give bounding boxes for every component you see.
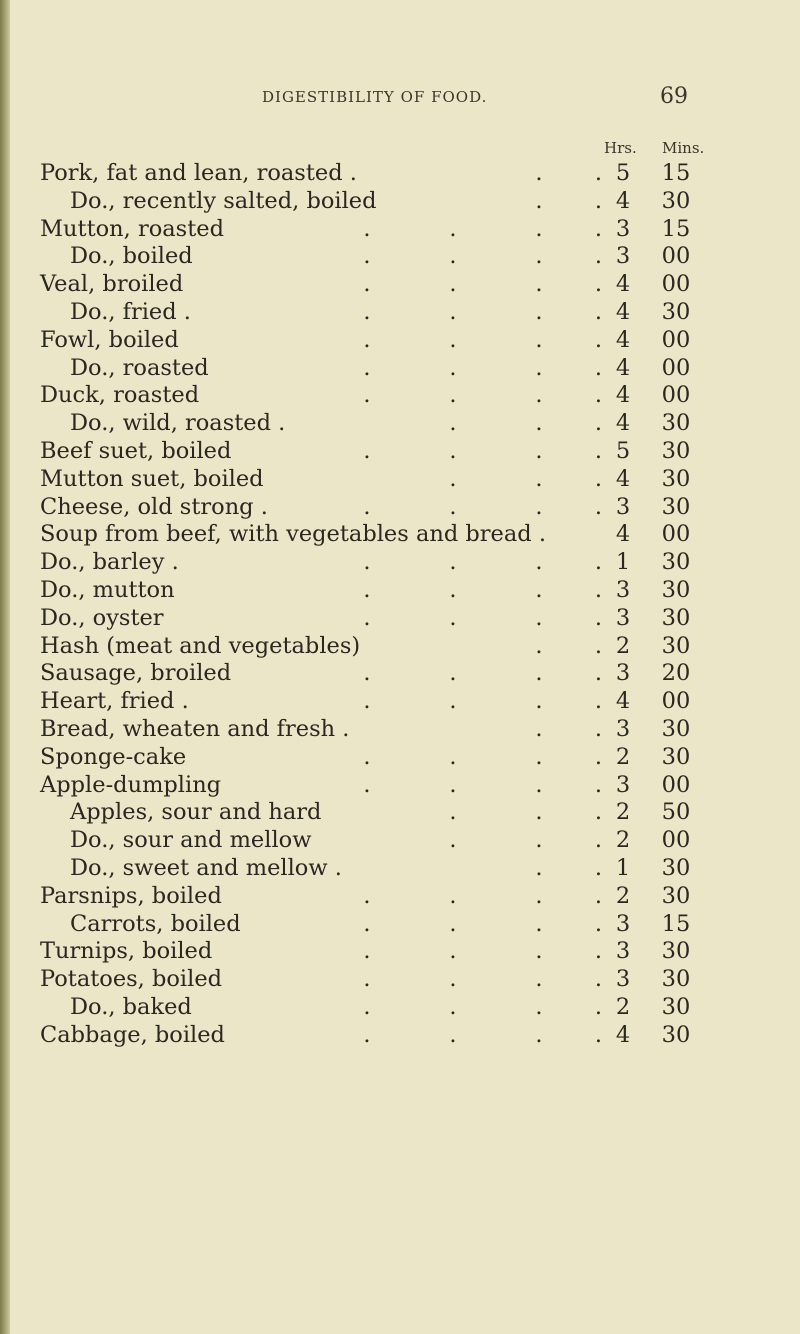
- minutes-value: 30: [661, 882, 691, 909]
- table-row: [0, 577, 800, 605]
- minutes-value: 00: [661, 382, 691, 409]
- hours-value: 5: [615, 437, 631, 464]
- digestion-table: [0, 160, 800, 1050]
- dot-leader: . .: [535, 632, 602, 659]
- food-name: Sausage, broiled: [40, 660, 232, 687]
- dot-leader: . . . .: [363, 493, 602, 520]
- dot-leader: . . . .: [363, 326, 602, 353]
- hours-value: 2: [615, 632, 631, 659]
- hours-value: 4: [615, 298, 631, 325]
- dot-leader: . . . .: [363, 993, 602, 1020]
- hours-value: 3: [615, 215, 631, 242]
- hours-value: 2: [615, 799, 631, 826]
- hours-value: 2: [615, 882, 631, 909]
- dot-leader: . . . .: [363, 604, 602, 631]
- dot-leader: . . . .: [363, 382, 602, 409]
- table-row: [0, 382, 800, 410]
- minutes-value: 30: [661, 298, 691, 325]
- minutes-value: 30: [661, 1021, 691, 1048]
- minutes-value: 30: [661, 966, 691, 993]
- dot-leader: . . .: [449, 465, 602, 492]
- hours-value: 4: [615, 271, 631, 298]
- food-name: Sponge-cake: [40, 743, 187, 770]
- dot-leader: . . . .: [363, 938, 602, 965]
- food-name: Carrots, boiled: [70, 910, 241, 937]
- food-name: Do., oyster: [40, 604, 164, 631]
- table-row: [0, 633, 800, 661]
- table-row: [0, 549, 800, 577]
- dot-leader: . . . .: [363, 882, 602, 909]
- minutes-value: 30: [661, 632, 691, 659]
- minutes-value: 30: [661, 437, 691, 464]
- minutes-value: 30: [661, 410, 691, 437]
- table-row: [0, 438, 800, 466]
- hours-value: 4: [615, 521, 631, 548]
- food-name: Parsnips, boiled: [40, 882, 222, 909]
- table-row: [0, 994, 800, 1022]
- minutes-value: 30: [661, 993, 691, 1020]
- dot-leader: . . . .: [363, 298, 602, 325]
- minutes-value: 30: [661, 604, 691, 631]
- hours-value: 3: [615, 576, 631, 603]
- table-row: [0, 883, 800, 911]
- food-name: Do., recently salted, boiled: [70, 187, 377, 214]
- minutes-column-header: Mins.: [662, 139, 705, 157]
- minutes-value: 00: [661, 827, 691, 854]
- hours-value: 3: [615, 966, 631, 993]
- table-row: [0, 966, 800, 994]
- dot-leader: . . . .: [363, 271, 602, 298]
- minutes-value: 20: [661, 660, 691, 687]
- table-row: [0, 660, 800, 688]
- hours-value: 3: [615, 243, 631, 270]
- table-row: [0, 216, 800, 244]
- minutes-value: 00: [661, 326, 691, 353]
- dot-leader: . . . .: [363, 688, 602, 715]
- table-row: [0, 521, 800, 549]
- minutes-value: 30: [661, 576, 691, 603]
- hours-value: 4: [615, 187, 631, 214]
- dot-leader: . . . .: [363, 549, 602, 576]
- food-name: Cheese, old strong .: [40, 493, 268, 520]
- food-name: Duck, roasted: [40, 382, 200, 409]
- hours-value: 4: [615, 1021, 631, 1048]
- table-row: [0, 327, 800, 355]
- food-name: Apples, sour and hard: [70, 799, 322, 826]
- hours-value: 2: [615, 827, 631, 854]
- minutes-value: 30: [661, 187, 691, 214]
- hours-column-header: Hrs.: [604, 139, 637, 157]
- food-name: Heart, fried .: [40, 688, 189, 715]
- table-row: [0, 855, 800, 883]
- dot-leader: . . . .: [363, 354, 602, 381]
- table-row: [0, 466, 800, 494]
- hours-value: 3: [615, 604, 631, 631]
- food-name: Veal, broiled: [40, 271, 184, 298]
- hours-value: 2: [615, 993, 631, 1020]
- hours-value: 1: [615, 854, 631, 881]
- dot-leader: . . . .: [363, 215, 602, 242]
- food-name: Mutton suet, boiled: [40, 465, 264, 492]
- minutes-value: 30: [661, 743, 691, 770]
- dot-leader: . .: [535, 187, 602, 214]
- food-name: Pork, fat and lean, roasted .: [40, 160, 357, 186]
- dot-leader: . . .: [449, 410, 602, 437]
- minutes-value: 30: [661, 549, 691, 576]
- minutes-value: 15: [661, 910, 691, 937]
- food-name: Potatoes, boiled: [40, 966, 223, 993]
- table-row: [0, 410, 800, 438]
- dot-leader: . .: [535, 160, 602, 186]
- table-row: [0, 243, 800, 271]
- food-name: Mutton, roasted: [40, 215, 224, 242]
- table-row: [0, 355, 800, 383]
- food-name: Hash (meat and vegetables): [40, 632, 361, 659]
- food-name: Apple-dumpling: [40, 771, 222, 798]
- table-row: [0, 494, 800, 522]
- food-name: Do., boiled: [70, 243, 193, 270]
- dot-leader: . . . .: [363, 660, 602, 687]
- food-name: Do., roasted: [70, 354, 209, 381]
- minutes-value: 00: [661, 354, 691, 381]
- table-row: [0, 938, 800, 966]
- page-number: 69: [660, 84, 688, 109]
- food-name: Do., sweet and mellow .: [70, 854, 342, 881]
- dot-leader: . . . .: [363, 243, 602, 270]
- minutes-value: 30: [661, 938, 691, 965]
- minutes-value: 15: [661, 215, 691, 242]
- table-row: [0, 160, 800, 188]
- hours-value: 4: [615, 326, 631, 353]
- minutes-value: 00: [661, 688, 691, 715]
- hours-value: 4: [615, 465, 631, 492]
- food-name: Soup from beef, with vegetables and bread .: [40, 521, 546, 548]
- dot-leader: . . . .: [363, 576, 602, 603]
- column-headers: [0, 139, 800, 159]
- food-name: Bread, wheaten and fresh .: [40, 715, 350, 742]
- hours-value: 3: [615, 660, 631, 687]
- minutes-value: 00: [661, 243, 691, 270]
- dot-leader: . . . .: [363, 771, 602, 798]
- table-row: [0, 188, 800, 216]
- food-name: Do., baked: [70, 993, 192, 1020]
- minutes-value: 50: [661, 799, 691, 826]
- minutes-value: 00: [661, 771, 691, 798]
- table-row: [0, 605, 800, 633]
- dot-leader: . . . .: [363, 910, 602, 937]
- table-row: [0, 744, 800, 772]
- hours-value: 3: [615, 938, 631, 965]
- dot-leader: . . . .: [363, 437, 602, 464]
- table-row: [0, 827, 800, 855]
- hours-value: 4: [615, 382, 631, 409]
- running-header: [0, 84, 800, 112]
- hours-value: 1: [615, 549, 631, 576]
- page-title: DIGESTIBILITY OF FOOD.: [262, 88, 488, 106]
- food-name: Fowl, boiled: [40, 326, 179, 353]
- dot-leader: . . .: [449, 827, 602, 854]
- food-name: Do., wild, roasted .: [70, 410, 286, 437]
- food-name: Do., fried .: [70, 298, 191, 325]
- hours-value: 5: [615, 160, 631, 186]
- hours-value: 3: [615, 910, 631, 937]
- table-row: [0, 688, 800, 716]
- table-row: [0, 716, 800, 744]
- hours-value: 3: [615, 493, 631, 520]
- table-row: [0, 772, 800, 800]
- minutes-value: 30: [661, 465, 691, 492]
- dot-leader: . . . .: [363, 966, 602, 993]
- hours-value: 3: [615, 715, 631, 742]
- minutes-value: 30: [661, 854, 691, 881]
- table-row: [0, 271, 800, 299]
- food-name: Cabbage, boiled: [40, 1021, 225, 1048]
- food-name: Do., barley .: [40, 549, 179, 576]
- food-name: Beef suet, boiled: [40, 437, 232, 464]
- hours-value: 2: [615, 743, 631, 770]
- food-name: Turnips, boiled: [40, 938, 213, 965]
- table-row: [0, 911, 800, 939]
- minutes-value: 30: [661, 715, 691, 742]
- minutes-value: 00: [661, 271, 691, 298]
- hours-value: 4: [615, 354, 631, 381]
- table-row: [0, 1022, 800, 1050]
- minutes-value: 00: [661, 521, 691, 548]
- hours-value: 4: [615, 688, 631, 715]
- dot-leader: . . .: [449, 799, 602, 826]
- food-name: Do., mutton: [40, 576, 175, 603]
- minutes-value: 15: [661, 160, 691, 186]
- dot-leader: . . . .: [363, 743, 602, 770]
- table-row: [0, 799, 800, 827]
- minutes-value: 30: [661, 493, 691, 520]
- hours-value: 3: [615, 771, 631, 798]
- hours-value: 4: [615, 410, 631, 437]
- dot-leader: . .: [535, 715, 602, 742]
- dot-leader: . .: [535, 854, 602, 881]
- dot-leader: . . . .: [363, 1021, 602, 1048]
- food-name: Do., sour and mellow: [70, 827, 312, 854]
- table-row: [0, 299, 800, 327]
